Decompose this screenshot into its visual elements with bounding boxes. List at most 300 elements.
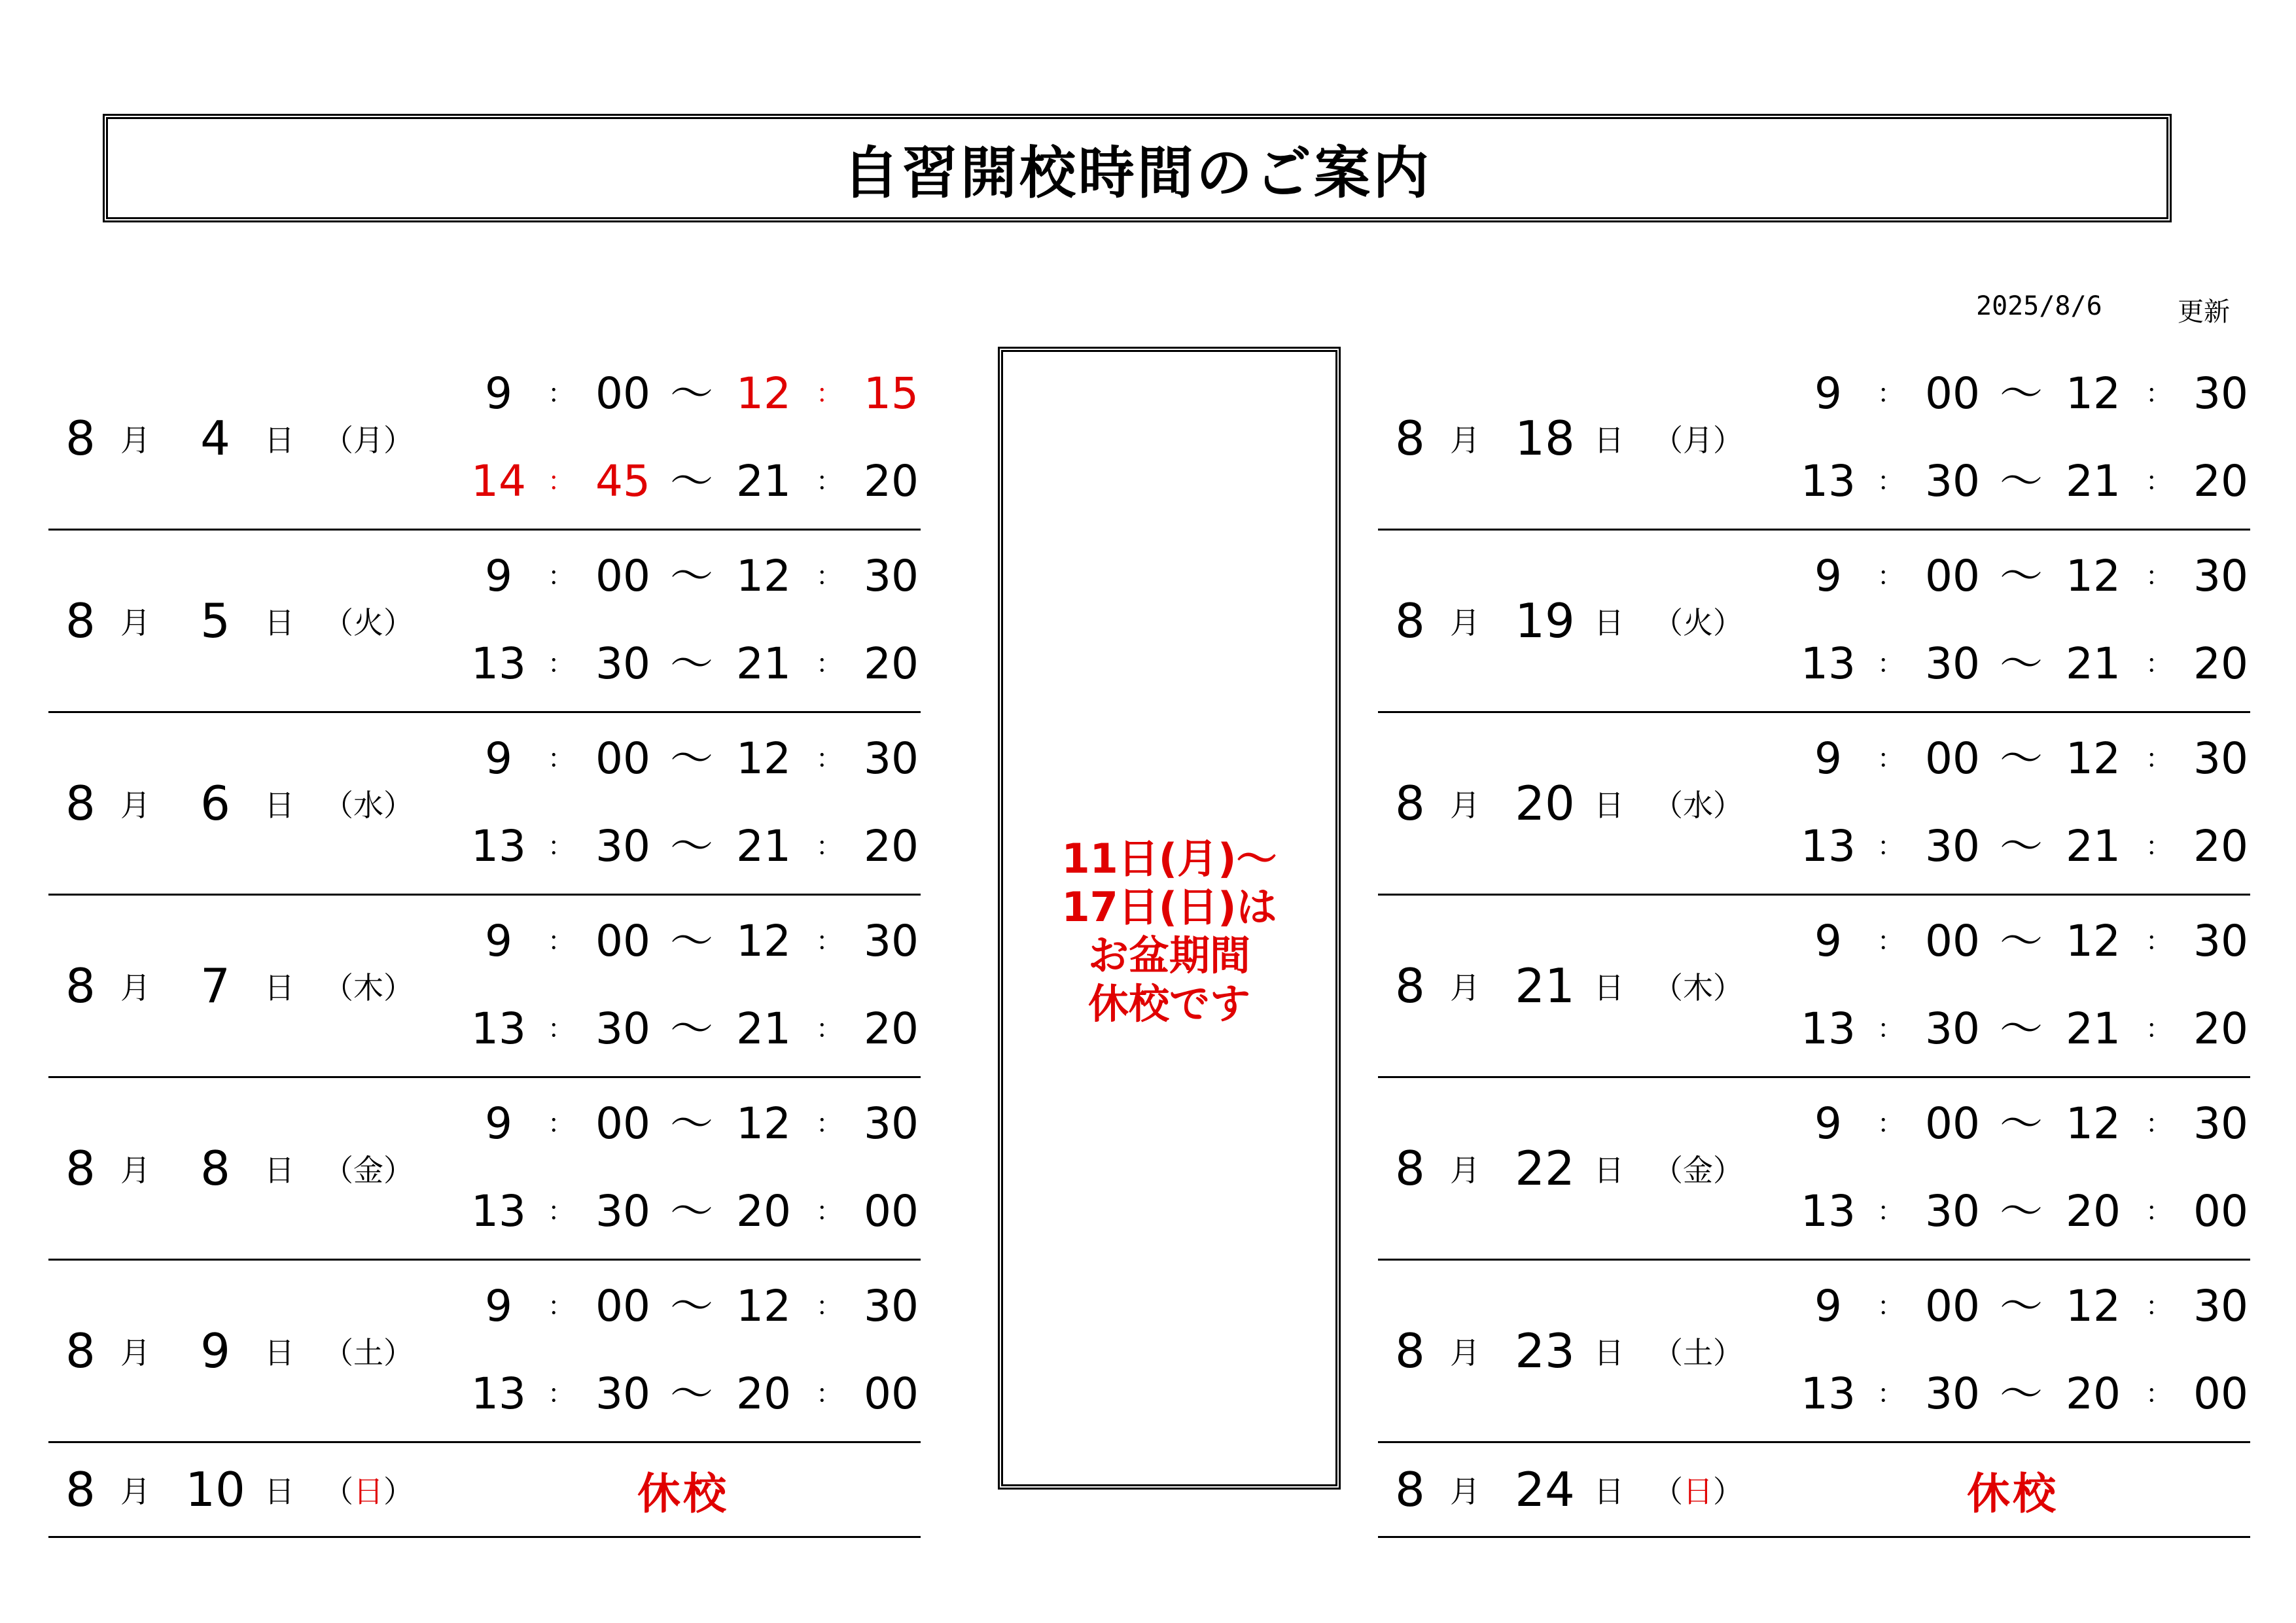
range-tilde: ～ [670,551,713,601]
day-number: 9 [200,1323,230,1378]
end-minute: 20 [864,1003,919,1054]
range-tilde: ～ [2000,638,2043,689]
start-minute: 00 [1925,1098,1980,1149]
day-label: 日 [264,1474,294,1509]
end-hour: 12 [736,916,791,966]
end-hour: 21 [736,821,791,871]
end-minute: 30 [864,733,919,784]
range-tilde: ～ [670,821,713,871]
title-box [103,114,2172,222]
end-minute: 30 [864,551,919,601]
updated-info [1976,291,2230,327]
start-hour: 13 [471,1186,526,1236]
weekday-label: 金 [353,1153,383,1188]
weekday: （火） [323,605,414,640]
day-row [1378,348,2250,531]
time-separator: ： [1877,561,1903,591]
weekday: （木） [1653,970,1743,1005]
end-minute: 20 [2193,638,2248,689]
end-minute: 20 [2193,456,2248,506]
time-slots [1792,348,2250,529]
range-tilde: ～ [670,638,713,689]
start-hour: 9 [1814,733,1842,784]
time-separator: ： [816,466,842,497]
end-hour: 12 [2066,1098,2121,1149]
day-number: 24 [1515,1462,1575,1517]
end-hour: 20 [2066,1186,2121,1236]
start-hour: 9 [1814,916,1842,966]
weekday-label: 水 [1683,788,1713,823]
time-separator: ： [1877,744,1903,774]
time-separator: ： [548,926,574,956]
holiday-notice [1062,835,1277,1028]
time-slots [463,713,921,894]
schedule-column-right [1378,348,2250,1538]
weekday-label: 木 [1683,970,1713,1005]
day-number: 18 [1515,411,1575,466]
closed-label: 休校 [1967,1468,2058,1519]
month-number: 8 [65,1141,96,1196]
end-minute: 30 [864,916,919,966]
time-separator: ： [816,1109,842,1139]
start-minute: 30 [595,638,650,689]
range-tilde: ～ [670,368,713,419]
time-separator: ： [548,1014,574,1044]
month-label: 月 [1450,970,1480,1005]
day-row [48,896,921,1078]
end-hour: 12 [2066,368,2121,419]
time-separator: ： [2146,1014,2172,1044]
time-slot [463,449,921,514]
start-minute: 00 [595,1281,650,1331]
day-row [48,1443,921,1538]
weekday-label: 木 [353,970,383,1005]
end-minute: 30 [2193,368,2248,419]
month-number: 8 [1395,411,1425,466]
end-hour: 21 [2066,638,2121,689]
time-slot [1792,631,2250,697]
month-number: 8 [65,958,96,1013]
day-number: 5 [200,593,230,648]
start-hour: 9 [1814,1098,1842,1149]
start-hour: 13 [1801,1369,1856,1419]
time-separator: ： [1877,1014,1903,1044]
day-label: 日 [1594,423,1624,458]
day-row [1378,713,2250,896]
time-separator: ： [816,831,842,862]
start-hour: 13 [1801,821,1856,871]
time-separator: ： [2146,1109,2172,1139]
time-slot [463,909,921,974]
weekday: （土） [323,1335,414,1370]
weekday-label: 土 [1683,1335,1713,1370]
time-slot [463,1091,921,1157]
weekday: （日） [1653,1474,1743,1509]
weekday: （木） [323,970,414,1005]
day-row [48,713,921,896]
day-number: 21 [1515,958,1575,1013]
time-slot [1792,361,2250,427]
month-number: 8 [1395,1141,1425,1196]
end-hour: 21 [2066,821,2121,871]
month-label: 月 [120,1153,150,1188]
notice-line: 休校です [1087,979,1250,1028]
day-label: 日 [1594,788,1624,823]
start-hour: 13 [471,1369,526,1419]
start-minute: 00 [595,368,650,419]
month-number: 8 [65,1323,96,1378]
time-slot [463,814,921,879]
range-tilde: ～ [2000,821,2043,871]
end-minute: 00 [2193,1186,2248,1236]
time-separator: ： [1877,1196,1903,1227]
day-label: 日 [264,788,294,823]
month-label: 月 [120,970,150,1005]
time-slot [463,996,921,1062]
start-hour: 9 [485,1281,512,1331]
day-label: 日 [1594,1335,1624,1370]
time-slot [1792,814,2250,879]
time-separator: ： [2146,466,2172,497]
weekday-label: 日 [1683,1474,1713,1509]
day-label: 日 [264,605,294,640]
time-slot [463,544,921,609]
day-number: 7 [200,958,230,1013]
end-hour: 12 [736,1098,791,1149]
range-tilde: ～ [670,1186,713,1236]
time-slots [463,348,921,529]
start-hour: 14 [471,456,526,506]
time-slot [1792,1091,2250,1157]
range-tilde: ～ [2000,368,2043,419]
start-minute: 30 [1925,1369,1980,1419]
end-hour: 20 [736,1186,791,1236]
weekday-label: 月 [1683,423,1713,458]
time-separator: ： [2146,744,2172,774]
start-hour: 9 [485,551,512,601]
date-cell [1378,1443,2250,1536]
end-minute: 30 [2193,733,2248,784]
start-hour: 9 [1814,1281,1842,1331]
range-tilde: ～ [2000,1098,2043,1149]
start-hour: 13 [471,638,526,689]
month-label: 月 [1450,423,1480,458]
start-hour: 13 [1801,1003,1856,1054]
holiday-notice-box [998,347,1341,1490]
end-minute: 00 [864,1369,919,1419]
start-hour: 9 [485,916,512,966]
start-minute: 00 [1925,551,1980,601]
day-row [48,348,921,531]
time-slot [1792,449,2250,514]
end-hour: 12 [736,368,791,419]
end-minute: 30 [2193,1281,2248,1331]
start-hour: 13 [1801,456,1856,506]
weekday: （金） [1653,1153,1743,1188]
updated-date: 2025/8/6 [1976,291,2102,321]
range-tilde: ～ [670,1098,713,1149]
end-minute: 00 [864,1186,919,1236]
day-label: 日 [1594,1474,1624,1509]
day-row [1378,1261,2250,1443]
end-hour: 20 [2066,1369,2121,1419]
time-separator: ： [816,1291,842,1321]
month-number: 8 [1395,1323,1425,1378]
time-separator: ： [816,649,842,679]
range-tilde: ～ [2000,733,2043,784]
time-slots [1792,531,2250,711]
start-hour: 13 [1801,1186,1856,1236]
start-minute: 00 [1925,1281,1980,1331]
day-row [48,531,921,713]
end-minute: 20 [864,638,919,689]
time-slots [463,1261,921,1441]
month-label: 月 [120,1474,150,1509]
end-hour: 21 [736,1003,791,1054]
end-minute: 20 [864,821,919,871]
time-separator: ： [2146,831,2172,862]
start-hour: 13 [471,821,526,871]
time-separator: ： [2146,649,2172,679]
start-minute: 00 [1925,916,1980,966]
month-label: 月 [1450,1474,1480,1509]
time-separator: ： [548,1379,574,1409]
month-number: 8 [65,411,96,466]
weekday-label: 日 [353,1474,383,1509]
weekday-label: 月 [353,423,383,458]
time-slot [1792,1274,2250,1339]
end-minute: 30 [2193,916,2248,966]
time-slot [463,631,921,697]
time-slot [463,1179,921,1244]
time-separator: ： [2146,1379,2172,1409]
weekday: （水） [323,788,414,823]
time-separator: ： [1877,926,1903,956]
range-tilde: ～ [2000,456,2043,506]
time-separator: ： [1877,649,1903,679]
time-slots [463,896,921,1076]
month-label: 月 [120,788,150,823]
end-hour: 12 [736,551,791,601]
end-hour: 21 [2066,1003,2121,1054]
day-label: 日 [1594,605,1624,640]
range-tilde: ～ [2000,551,2043,601]
range-tilde: ～ [670,916,713,966]
time-separator: ： [548,649,574,679]
range-tilde: ～ [670,733,713,784]
range-tilde: ～ [2000,1003,2043,1054]
month-number: 8 [65,776,96,831]
time-separator: ： [548,561,574,591]
time-slots [1792,896,2250,1076]
time-slot [1792,544,2250,609]
schedule-column-left [48,348,921,1538]
time-slots [463,531,921,711]
time-separator: ： [1877,831,1903,862]
month-number: 8 [65,1462,96,1517]
end-minute: 20 [2193,1003,2248,1054]
range-tilde: ～ [670,456,713,506]
time-slot [463,1274,921,1339]
start-minute: 30 [595,1003,650,1054]
start-minute: 00 [595,916,650,966]
weekday: （月） [323,423,414,458]
page-title: 自習開校時間のご案内 [843,141,1432,206]
start-minute: 30 [595,1369,650,1419]
time-separator: ： [1877,466,1903,497]
day-number: 23 [1515,1323,1575,1378]
month-label: 月 [120,423,150,458]
time-separator: ： [816,561,842,591]
range-tilde: ～ [670,1281,713,1331]
time-separator: ： [816,1014,842,1044]
day-number: 6 [200,776,230,831]
month-label: 月 [1450,1335,1480,1370]
time-separator: ： [2146,379,2172,409]
start-minute: 00 [595,551,650,601]
start-minute: 30 [595,1186,650,1236]
end-minute: 20 [2193,821,2248,871]
time-slot [1792,1361,2250,1427]
end-minute: 30 [2193,551,2248,601]
time-separator: ： [548,1291,574,1321]
closed-label: 休校 [637,1468,729,1519]
weekday-label: 土 [353,1335,383,1370]
day-number: 10 [185,1462,245,1517]
time-slot [1792,996,2250,1062]
time-separator: ： [1877,1379,1903,1409]
start-hour: 13 [471,1003,526,1054]
weekday-label: 水 [353,788,383,823]
day-number: 8 [200,1141,230,1196]
end-minute: 30 [864,1281,919,1331]
time-separator: ： [816,1379,842,1409]
weekday: （金） [323,1153,414,1188]
start-minute: 00 [595,733,650,784]
day-number: 19 [1515,593,1575,648]
day-row [48,1261,921,1443]
day-row [48,1078,921,1261]
start-minute: 00 [1925,368,1980,419]
time-slot [1792,726,2250,792]
range-tilde: ～ [2000,1281,2043,1331]
time-slots [1792,1261,2250,1441]
start-hour: 9 [1814,551,1842,601]
time-separator: ： [548,379,574,409]
end-minute: 30 [864,1098,919,1149]
notice-line: お盆期間 [1087,931,1250,979]
start-minute: 30 [1925,456,1980,506]
month-number: 8 [1395,593,1425,648]
end-hour: 21 [736,638,791,689]
end-hour: 21 [2066,456,2121,506]
start-hour: 13 [1801,638,1856,689]
weekday-label: 火 [1683,605,1713,640]
time-separator: ： [548,831,574,862]
start-hour: 9 [1814,368,1842,419]
start-minute: 30 [1925,638,1980,689]
time-separator: ： [2146,561,2172,591]
start-minute: 45 [595,456,650,506]
day-row [1378,1078,2250,1261]
day-label: 日 [264,970,294,1005]
time-separator: ： [548,1109,574,1139]
end-hour: 12 [736,1281,791,1331]
day-row [1378,896,2250,1078]
start-minute: 30 [1925,1186,1980,1236]
updated-label: 更新 [2178,297,2230,327]
time-separator: ： [1877,379,1903,409]
time-slots [1792,713,2250,894]
time-separator: ： [2146,1291,2172,1321]
month-number: 8 [1395,776,1425,831]
time-slot [463,1361,921,1427]
end-hour: 12 [2066,1281,2121,1331]
day-row [1378,531,2250,713]
day-label: 日 [1594,1153,1624,1188]
start-minute: 30 [1925,821,1980,871]
end-hour: 20 [736,1369,791,1419]
time-separator: ： [548,744,574,774]
day-label: 日 [264,1335,294,1370]
time-separator: ： [548,466,574,497]
weekday: （月） [1653,423,1743,458]
start-minute: 30 [595,821,650,871]
month-number: 8 [1395,958,1425,1013]
weekday: （火） [1653,605,1743,640]
end-minute: 30 [2193,1098,2248,1149]
weekday: （土） [1653,1335,1743,1370]
start-minute: 30 [1925,1003,1980,1054]
end-hour: 12 [736,733,791,784]
start-minute: 00 [1925,733,1980,784]
time-separator: ： [1877,1109,1903,1139]
end-hour: 12 [2066,733,2121,784]
time-slots [1792,1078,2250,1259]
time-slot [463,361,921,427]
time-separator: ： [816,744,842,774]
month-number: 8 [65,593,96,648]
time-separator: ： [816,1196,842,1227]
notice-line: 17日(日)は [1061,882,1277,931]
start-hour: 9 [485,733,512,784]
month-number: 8 [1395,1462,1425,1517]
range-tilde: ～ [670,1003,713,1054]
day-label: 日 [264,1153,294,1188]
weekday-label: 金 [1683,1153,1713,1188]
date-cell [48,1443,921,1536]
range-tilde: ～ [2000,916,2043,966]
day-label: 日 [264,423,294,458]
time-separator: ： [2146,1196,2172,1227]
start-hour: 9 [485,1098,512,1149]
time-slot [463,726,921,792]
month-label: 月 [1450,788,1480,823]
range-tilde: ～ [2000,1186,2043,1236]
month-label: 月 [120,1335,150,1370]
end-minute: 20 [864,456,919,506]
day-number: 4 [200,411,230,466]
range-tilde: ～ [670,1369,713,1419]
day-number: 20 [1515,776,1575,831]
month-label: 月 [1450,1153,1480,1188]
time-separator: ： [816,379,842,409]
month-label: 月 [120,605,150,640]
end-minute: 00 [2193,1369,2248,1419]
time-slot [1792,909,2250,974]
time-slot [1792,1179,2250,1244]
start-hour: 9 [485,368,512,419]
